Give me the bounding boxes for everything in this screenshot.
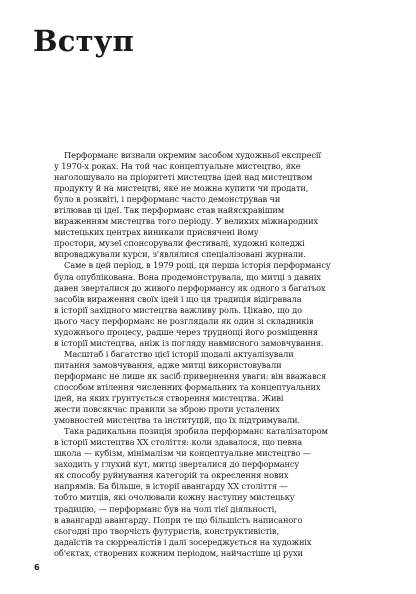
text-line: наголошувало на пріоритеті мистецтва ідей над мистецтвом <box>54 172 313 183</box>
text-line: втілював ці ідеї. Так перформанс став найяскравішим <box>54 205 285 216</box>
text-line: способом втілення численних формальних та концептуальних <box>54 381 321 392</box>
page-number: 6 <box>34 563 40 572</box>
text-line: традицію, — перформанс був на чолі тієї діяльності, <box>54 503 277 514</box>
chapter-title: Вступ <box>33 24 134 58</box>
text-line: заходить у глухий кут, митці зверталися до перформансу <box>54 459 300 470</box>
text-line: давен зверталися до живого перформансу як одного з багатьох <box>54 282 326 293</box>
text-line: Саме в цей період, в 1979 році, ця перша історія перформансу <box>64 260 331 271</box>
text-line: тобто митців, які очолювали кожну наступну мистецьку <box>54 492 295 503</box>
text-line: Перформанс визнали окремим засобом художньої експресії <box>64 150 321 160</box>
text-line: впроваджували курси, з'являлися спеціалізовані журнали. <box>54 249 306 260</box>
paragraph <box>54 150 394 260</box>
text-line: ідей, на яких ґрунтується створення мистецтва. Живі <box>54 393 284 404</box>
body-text <box>54 150 394 559</box>
paragraph <box>54 426 394 559</box>
text-line: була опублікована. Вона продемонструвала, що митці з давніх <box>54 271 321 282</box>
text-line: в історії мистецтва ХХ століття: коли здавалося, що певна <box>54 437 303 448</box>
text-line: в історії західного мистецтва важливу роль. Цікаво, що до <box>54 304 302 315</box>
text-line: в історії мистецтва, аніж із погляду навмисного замовчування. <box>54 337 324 348</box>
text-line: школа — кубізм, мінімалізм чи концептуальне мистецтво — <box>54 448 311 459</box>
text-line: Така радикальна позиція зробила перформанс каталізатором <box>64 426 328 437</box>
text-line: цього часу перформанс не розглядали як один зі складників <box>54 315 314 326</box>
paragraph <box>54 260 394 348</box>
text-line: в авангарді авангарду. Попри те що більшість написаного <box>54 514 303 525</box>
text-line: об'єктах, створених кожним періодом, найчастіше ці рухи <box>54 547 303 558</box>
text-line: Масштаб і багатство цієї історії щодалі актуалізували <box>64 348 294 359</box>
text-line: дадаїстів та сюрреалістів і далі зосереджується на художніх <box>54 536 312 547</box>
text-line: умовностей мистецтва та інституцій, що їх підтримували. <box>54 415 300 426</box>
text-line: як способу руйнування категорій та окреслення нових <box>54 470 289 481</box>
text-line: продукту й на мистецтві, яке не можна купити чи продати, <box>54 183 309 194</box>
text-line: засобів вираження своїх ідей і що ця традиція відігравала <box>54 293 302 304</box>
text-line: питання замовчування, адже митці використовували <box>54 359 282 370</box>
text-line: напрямів. Ба більше, в історії авангарду ХХ століття — <box>54 481 288 492</box>
text-line: художнього процесу, радше через труднощі його розміщення <box>54 326 319 337</box>
text-line: перформанс не лише як засіб привернення уваги: він вважався <box>54 370 327 381</box>
text-line: мистецьких центрах виникали присвячені йому <box>54 227 259 238</box>
text-line: у 1970-х роках. На той час концептуальне мистецтво, яке <box>54 161 301 172</box>
paragraph <box>54 349 394 426</box>
text-line: вираженням мистецтва того періоду. У великих міжнародних <box>54 216 319 227</box>
text-line: жести повсякчас правили за зброю проти усталених <box>54 404 280 415</box>
text-line: простори, музеї спонсорували фестивалі, художні коледжі <box>54 238 305 249</box>
text-line: сьогодні про творчість футуристів, конструктивістів, <box>54 525 279 536</box>
text-line: було в розквіті, і перформанс часто демонстрував чи <box>54 194 281 205</box>
